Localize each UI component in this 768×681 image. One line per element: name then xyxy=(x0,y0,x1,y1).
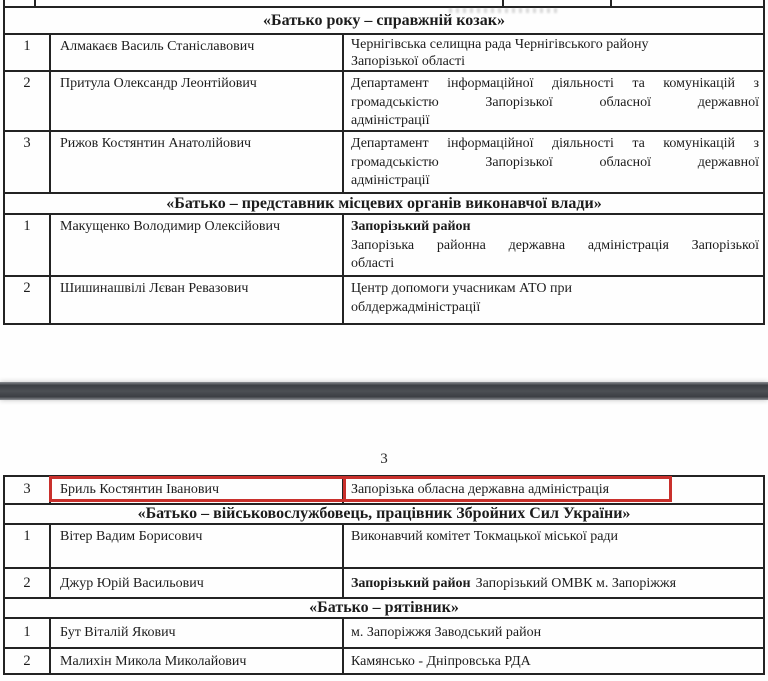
org-line: Запорізької області xyxy=(351,53,466,69)
table-row xyxy=(5,617,763,647)
organization-cell xyxy=(344,72,763,130)
cutoff-row-divider xyxy=(610,0,612,6)
person-name: Алмакаєв Василь Станіславович xyxy=(51,35,344,70)
table-row xyxy=(5,70,763,130)
page-break-bar xyxy=(0,382,768,400)
table-row xyxy=(5,647,763,673)
org-line: адміністрації xyxy=(351,113,430,128)
section-header-kozak: «Батько року – справжній козак» xyxy=(263,12,505,29)
org-text: Запорізький ОМВК м. Запоріжжя xyxy=(475,576,677,591)
row-number: 1 xyxy=(5,35,51,70)
person-name: Макущенко Володимир Олексійович xyxy=(51,215,344,275)
person-name: Бриль Костянтин Іванович xyxy=(51,477,344,503)
organization-cell: Камянсько - Дніпровська РДА xyxy=(351,654,531,669)
cutoff-row-divider xyxy=(34,0,36,6)
table-row-highlighted xyxy=(5,477,763,503)
org-line: Департамент інформаційної діяльності та комунікацій з xyxy=(351,76,759,91)
table-row xyxy=(5,130,763,192)
district-label: Запорізький район xyxy=(351,576,471,591)
org-line: громадськістю Запорізької обласної державної xyxy=(351,154,759,170)
row-number: 2 xyxy=(5,649,51,673)
person-name: Рижов Костянтин Анатолійович xyxy=(51,132,344,192)
cutoff-row xyxy=(5,0,763,6)
organization-cell xyxy=(344,132,763,192)
org-line: Департамент інформаційної діяльності та комунікацій з xyxy=(351,136,759,151)
person-name: Малихін Микола Миколайович xyxy=(51,649,344,673)
person-name: Джур Юрій Васильович xyxy=(51,569,344,597)
org-line: Чернігівська селищна рада Чернігівського району xyxy=(351,37,649,52)
awards-table-page3 xyxy=(3,475,765,675)
org-line: облдержадміністрації xyxy=(351,299,481,315)
org-line: адміністрації xyxy=(351,173,430,188)
person-name: Вітер Вадим Борисович xyxy=(51,525,344,567)
table-row xyxy=(5,567,763,597)
district-label: Запорізький район xyxy=(351,219,471,234)
table-row xyxy=(5,275,763,323)
row-number: 2 xyxy=(5,277,51,323)
scan-artifact xyxy=(449,8,561,13)
person-name: Шишинашвілі Лєван Ревазович xyxy=(51,277,344,323)
row-number: 1 xyxy=(5,619,51,647)
section-header-row xyxy=(5,6,763,33)
row-number: 3 xyxy=(5,132,51,192)
org-line: області xyxy=(351,256,395,271)
table-row xyxy=(5,213,763,275)
cutoff-row-divider xyxy=(502,0,504,6)
organization-cell xyxy=(344,215,763,275)
org-line: громадськістю Запорізької обласної державної xyxy=(351,94,759,110)
organization-cell: м. Запоріжжя Заводський район xyxy=(351,625,542,640)
section-header-ryativnyk: «Батько – рятівник» xyxy=(309,599,459,616)
page-number: 3 xyxy=(380,451,388,467)
organization-cell: Запорізька обласна державна адміністрація xyxy=(351,482,610,497)
row-number: 1 xyxy=(5,215,51,275)
person-name: Притула Олександр Леонтійович xyxy=(51,72,344,130)
section-header-viyskovyk: «Батько – військовослужбовець, працівник Збройних Сил України» xyxy=(137,505,631,522)
organization-cell xyxy=(344,35,763,70)
organization-cell xyxy=(344,569,763,597)
person-name: Бут Віталій Якович xyxy=(51,619,344,647)
row-number: 3 xyxy=(5,477,51,503)
table-row xyxy=(5,523,763,567)
row-number: 2 xyxy=(5,72,51,130)
table-row xyxy=(5,33,763,70)
row-number: 1 xyxy=(5,525,51,567)
org-line: Запорізька районна державна адміністрація Запорізької xyxy=(351,237,759,253)
awards-table-page2 xyxy=(3,0,765,325)
row-number: 2 xyxy=(5,569,51,597)
section-header-row xyxy=(5,192,763,213)
section-header-row xyxy=(5,597,763,617)
section-header-predstavnyk: «Батько – представник місцевих органів виконавчої влади» xyxy=(166,195,602,212)
organization-cell: Виконавчий комітет Токмацької міської ради xyxy=(351,529,619,544)
section-header-row xyxy=(5,503,763,523)
org-line: Центр допомоги учасникам АТО при xyxy=(351,281,573,296)
organization-cell xyxy=(344,277,763,323)
